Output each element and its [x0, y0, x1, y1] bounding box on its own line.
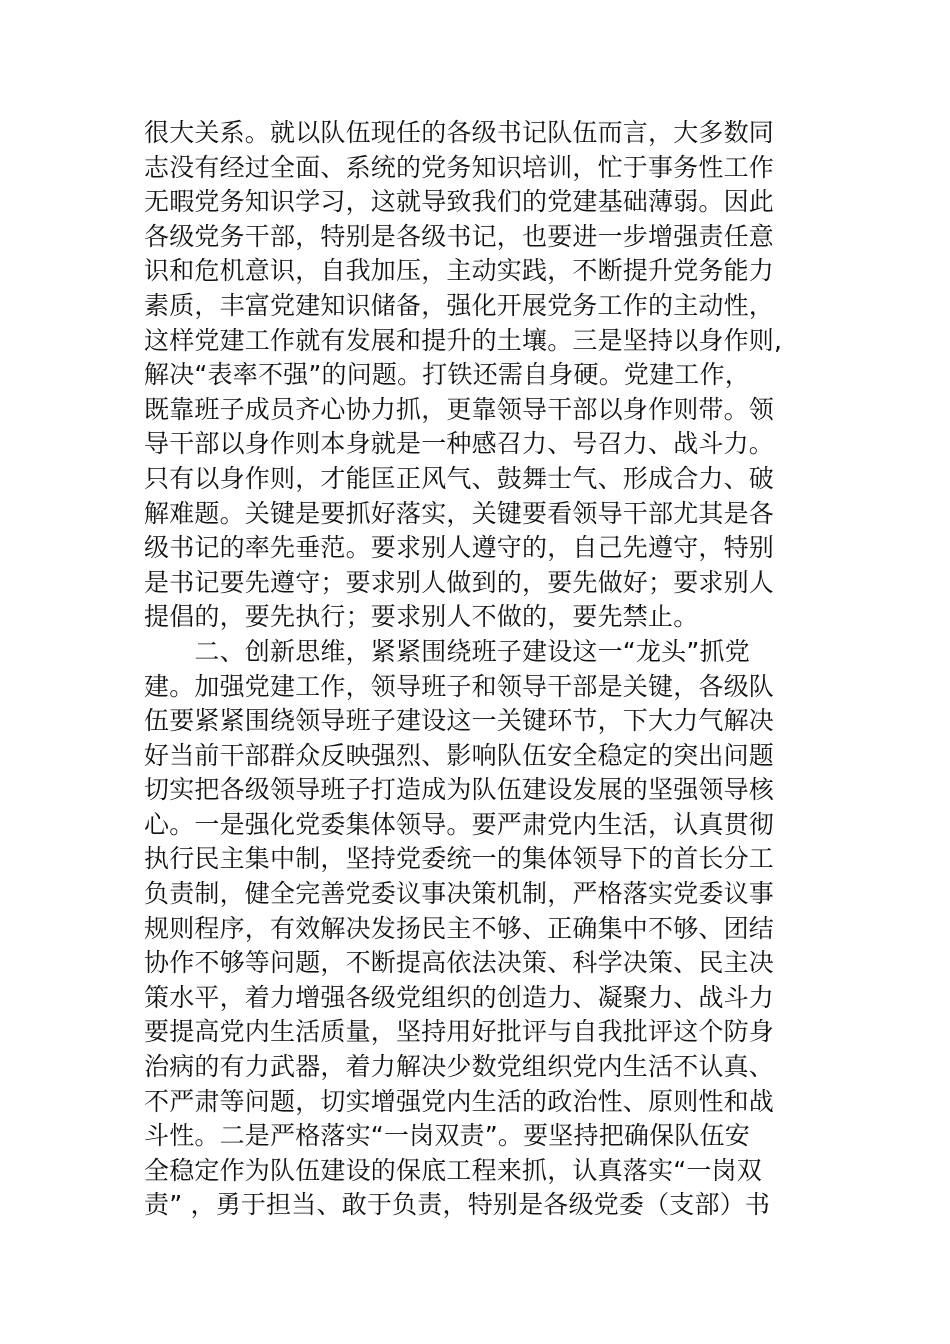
section-heading-line: 二、创新思维，紧紧围绕班子建设这一“龙头”抓党 [144, 636, 750, 666]
text-line: 协作不够等问题，不断提高依法决策、科学决策、民主决 [144, 948, 775, 978]
text-line: 伍要紧紧围绕领导班子建设这一关键环节，下大力气解决 [144, 706, 775, 736]
text-line: 解决“表率不强”的问题。打铁还需自身硬。党建工作， [144, 360, 750, 390]
text-line: 建。加强党建工作，领导班子和领导干部是关键，各级队 [144, 671, 775, 701]
text-line: 好当前干部群众反映强烈、影响队伍安全稳定的突出问题 [144, 740, 775, 770]
text-line: 既靠班子成员齐心协力抓，更靠领导干部以身作则带。领 [144, 394, 775, 424]
text-line: 识和危机意识，自我加压，主动实践，不断提升党务能力 [144, 256, 775, 286]
text-line: 不严肃等问题，切实增强党内生活的政治性、原则性和战 [144, 1086, 775, 1116]
text-line: 解难题。关键是要抓好落实，关键要看领导干部尤其是各 [144, 498, 775, 528]
text-line: 是书记要先遵守；要求别人做到的，要先做好；要求别人 [144, 567, 775, 597]
text-line: 执行民主集中制，坚持党委统一的集体领导下的首长分工 [144, 844, 775, 874]
text-line: 志没有经过全面、系统的党务知识培训，忙于事务性工作 [144, 152, 775, 182]
body-text [144, 116, 814, 1223]
text-line: 切实把各级领导班子打造成为队伍建设发展的坚强领导核 [144, 775, 775, 805]
text-line: 负责制，健全完善党委议事决策机制，严格落实党委议事 [144, 879, 775, 909]
text-line: 提倡的，要先执行；要求别人不做的，要先禁止。 [144, 602, 699, 632]
text-line: 级书记的率先垂范。要求别人遵守的，自己先遵守，特别 [144, 533, 775, 563]
text-line: 很大关系。就以队伍现任的各级书记队伍而言，大多数同 [144, 118, 775, 147]
text-line: 要提高党内生活质量，坚持用好批评与自我批评这个防身 [144, 1017, 775, 1047]
text-line: 责” ，勇于担当、敢于负责，特别是各级党委（支部）书 [144, 1190, 771, 1220]
text-line: 治病的有力武器，着力解决少数党组织党内生活不认真、 [144, 1052, 775, 1082]
text-line: 素质，丰富党建知识储备，强化开展党务工作的主动性， [144, 290, 775, 320]
text-line: 无暇党务知识学习，这就导致我们的党建基础薄弱。因此 [144, 187, 775, 217]
text-line: 规则程序，有效解决发扬民主不够、正确集中不够、团结 [144, 913, 775, 943]
text-line: 导干部以身作则本身就是一种感召力、号召力、战斗力。 [144, 429, 775, 459]
text-line: 只有以身作则，才能匡正风气、鼓舞士气、形成合力、破 [144, 463, 775, 493]
text-line: 斗性。二是严格落实“一岗双责”。要坚持把确保队伍安 [144, 1121, 750, 1151]
text-line: 各级党务干部，特别是各级书记，也要进一步增强责任意 [144, 221, 775, 251]
text-line: 心。一是强化党委集体领导。要严肃党内生活，认真贯彻 [144, 809, 775, 839]
text-line: 这样党建工作就有发展和提升的土壤。三是坚持以身作则, [144, 325, 783, 355]
text-line: 全稳定作为队伍建设的保底工程来抓，认真落实“一岗双 [144, 1155, 762, 1185]
text-line: 策水平，着力增强各级党组织的创造力、凝聚力、战斗力 [144, 982, 775, 1012]
